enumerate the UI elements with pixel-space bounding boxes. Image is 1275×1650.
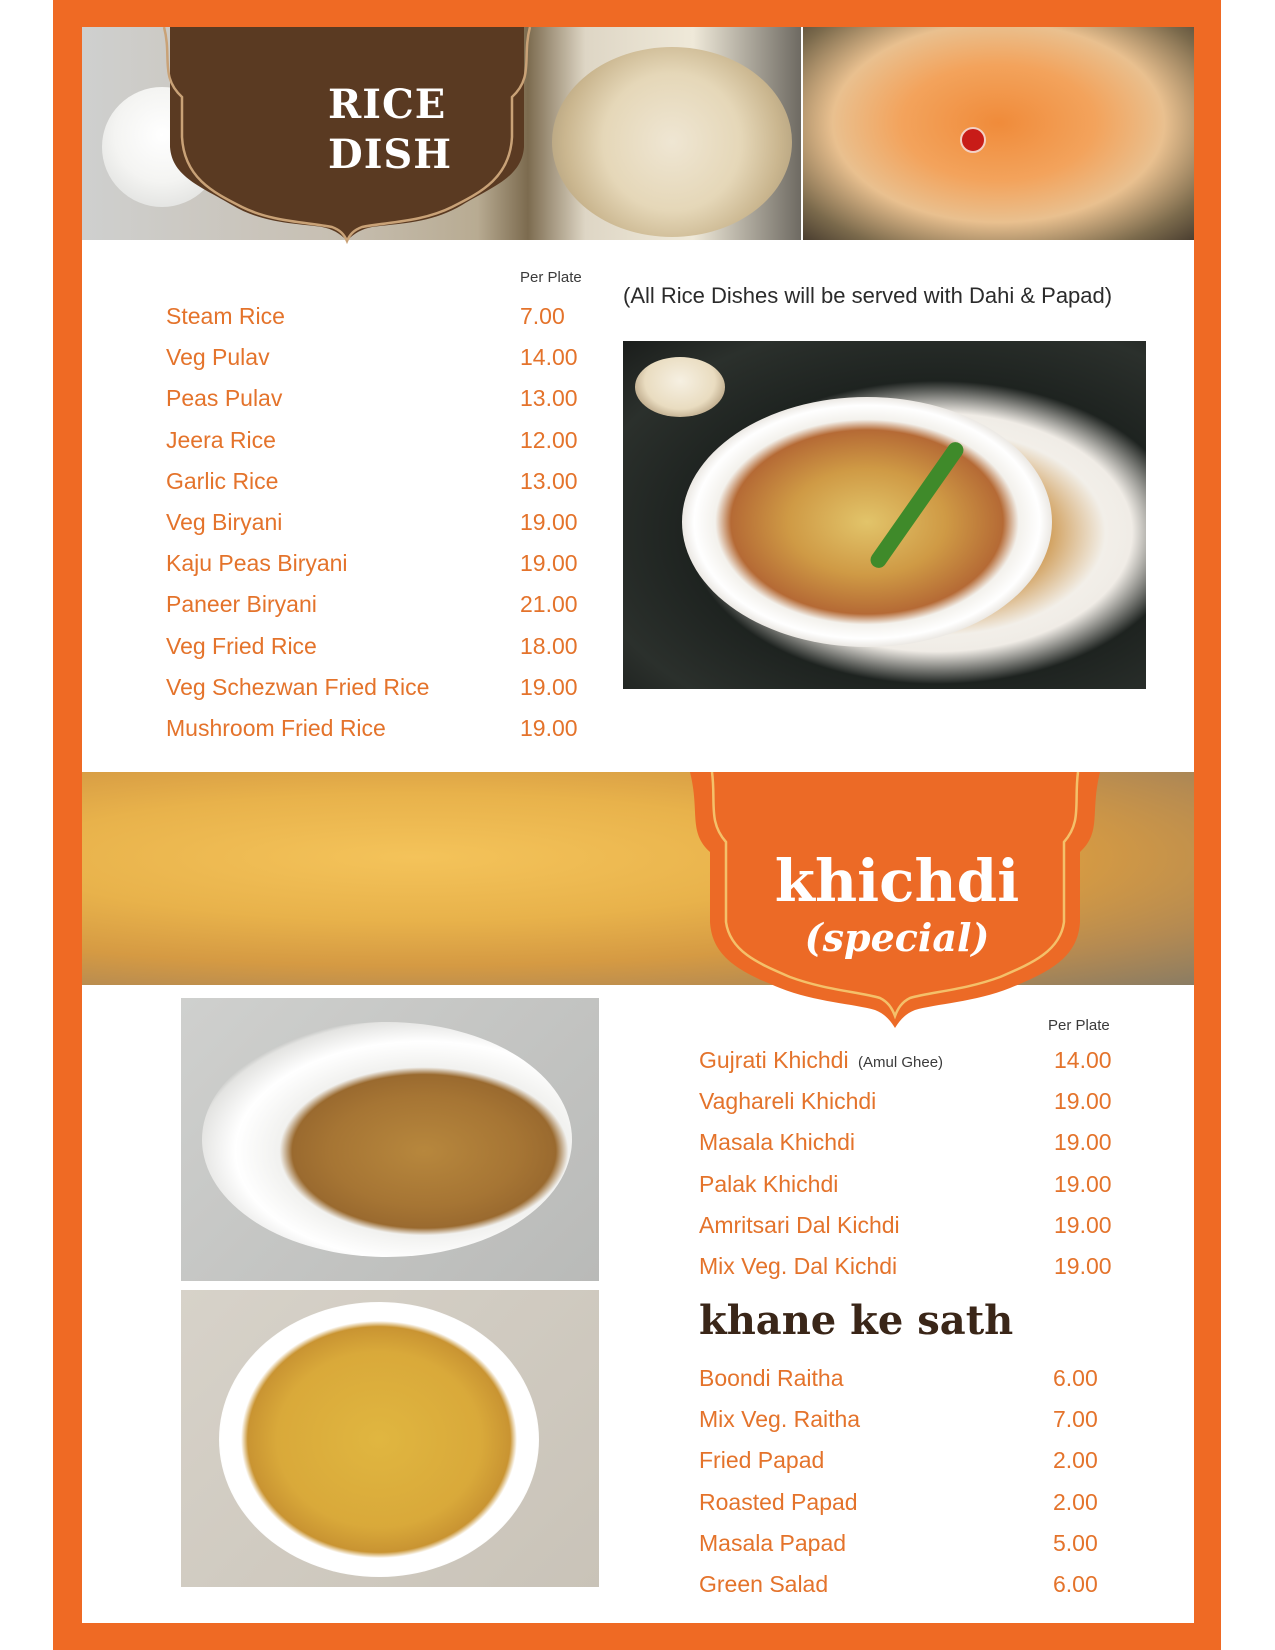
khichdi-thali-plate <box>202 1022 572 1257</box>
biryani-pot-photo <box>803 27 1194 240</box>
menu-item-price: 14.00 <box>520 344 578 371</box>
menu-item <box>166 633 586 663</box>
menu-item <box>166 591 586 621</box>
menu-item-price: 2.00 <box>1053 1447 1098 1474</box>
menu-item-price: 13.00 <box>520 467 578 494</box>
menu-item-name: Palak Khichdi <box>699 1170 839 1197</box>
menu-item-name: Masala Papad <box>699 1529 847 1556</box>
menu-item <box>166 344 586 374</box>
pulav-plate-photo <box>552 47 792 237</box>
masala-papad-plate <box>219 1302 539 1577</box>
menu-item-note: (Amul Ghee) <box>858 1054 944 1071</box>
menu-item-name: Boondi Raitha <box>699 1365 844 1391</box>
rice-serving-note: (All Rice Dishes will be served with Dahi & Papad) <box>623 283 1113 308</box>
menu-item-price: 19.00 <box>1054 1211 1112 1238</box>
menu-item-name: Garlic Rice <box>166 467 279 494</box>
menu-item <box>699 1253 1119 1283</box>
menu-item-price: 19.00 <box>520 715 578 741</box>
khichdi-per-plate-label: Per Plate <box>1048 1017 1110 1034</box>
menu-item-name: Green Salad <box>699 1571 829 1597</box>
menu-item-name: Veg Schezwan Fried Rice <box>166 673 430 700</box>
menu-item-price: 19.00 <box>520 509 578 535</box>
rice-title-line1: RICE <box>328 81 447 128</box>
menu-item <box>699 1571 1119 1601</box>
menu-item-price: 19.00 <box>1054 1170 1112 1197</box>
menu-item <box>166 468 586 498</box>
biryani-bowl-photo <box>682 397 1052 647</box>
menu-item <box>699 1406 1119 1436</box>
menu-item-name: Paneer Biryani <box>166 591 317 618</box>
menu-item-name: Roasted Papad <box>699 1488 858 1515</box>
menu-item-price: 7.00 <box>520 303 565 329</box>
menu-item-name: Kaju Peas Biryani <box>166 550 348 577</box>
menu-item <box>699 1489 1119 1519</box>
menu-item-name: Gujrati Khichdi <box>699 1047 849 1073</box>
menu-item <box>166 385 586 415</box>
menu-item-name: Mix Veg. Dal Kichdi <box>699 1253 898 1279</box>
rice-dish-title <box>328 80 488 180</box>
menu-item-price: 19.00 <box>1054 1253 1112 1279</box>
menu-item-price: 5.00 <box>1053 1529 1098 1556</box>
khane-ke-sath-title: khane ke sath <box>699 1297 1014 1344</box>
menu-item-name: Fried Papad <box>699 1447 825 1474</box>
menu-item <box>166 550 586 580</box>
menu-item-price: 21.00 <box>520 591 578 618</box>
menu-item <box>166 303 586 333</box>
menu-item-name: Amritsari Dal Kichdi <box>699 1211 900 1238</box>
menu-item <box>166 715 586 745</box>
menu-item-name: Veg Biryani <box>166 509 283 535</box>
menu-item-name: Masala Khichdi <box>699 1129 855 1156</box>
menu-item <box>699 1129 1119 1159</box>
menu-item-name: Mix Veg. Raitha <box>699 1406 861 1433</box>
menu-item-name: Jeera Rice <box>166 426 276 453</box>
menu-item-price: 14.00 <box>1054 1047 1112 1073</box>
menu-item-price: 18.00 <box>520 632 578 659</box>
menu-item <box>166 509 586 539</box>
rice-title-line2: DISH <box>328 131 453 178</box>
khichdi-title: khichdi <box>774 847 1020 915</box>
menu-item <box>166 674 586 704</box>
rice-per-plate-label: Per Plate <box>520 269 582 286</box>
cherry-tomato-garnish <box>960 127 986 153</box>
menu-item-price: 6.00 <box>1053 1365 1098 1391</box>
menu-item <box>699 1047 1119 1077</box>
menu-item-name: Veg Pulav <box>166 344 270 371</box>
khichdi-subtitle: (special) <box>804 915 990 960</box>
menu-item-price: 19.00 <box>520 673 578 700</box>
menu-item <box>699 1530 1119 1560</box>
menu-item-name: Mushroom Fried Rice <box>166 715 386 741</box>
menu-item-price: 19.00 <box>1054 1088 1112 1115</box>
menu-item-price: 19.00 <box>1054 1129 1112 1156</box>
menu-item-price: 19.00 <box>520 550 578 577</box>
menu-item <box>699 1212 1119 1242</box>
menu-item-price: 7.00 <box>1053 1406 1098 1433</box>
menu-item-name: Peas Pulav <box>166 385 283 412</box>
menu-item <box>166 427 586 457</box>
menu-item-price: 2.00 <box>1053 1488 1098 1515</box>
menu-page <box>82 27 1194 1623</box>
menu-item-price: 12.00 <box>520 426 578 453</box>
menu-item-price: 13.00 <box>520 385 578 412</box>
menu-item-name: Veg Fried Rice <box>166 632 317 659</box>
menu-item-name: Steam Rice <box>166 303 285 329</box>
menu-item <box>699 1171 1119 1201</box>
menu-item <box>699 1447 1119 1477</box>
menu-item-name: Vaghareli Khichdi <box>699 1088 877 1115</box>
menu-item <box>699 1365 1119 1395</box>
menu-item-price: 6.00 <box>1053 1571 1098 1597</box>
menu-item <box>699 1088 1119 1118</box>
dahi-bowl-photo <box>635 357 725 417</box>
